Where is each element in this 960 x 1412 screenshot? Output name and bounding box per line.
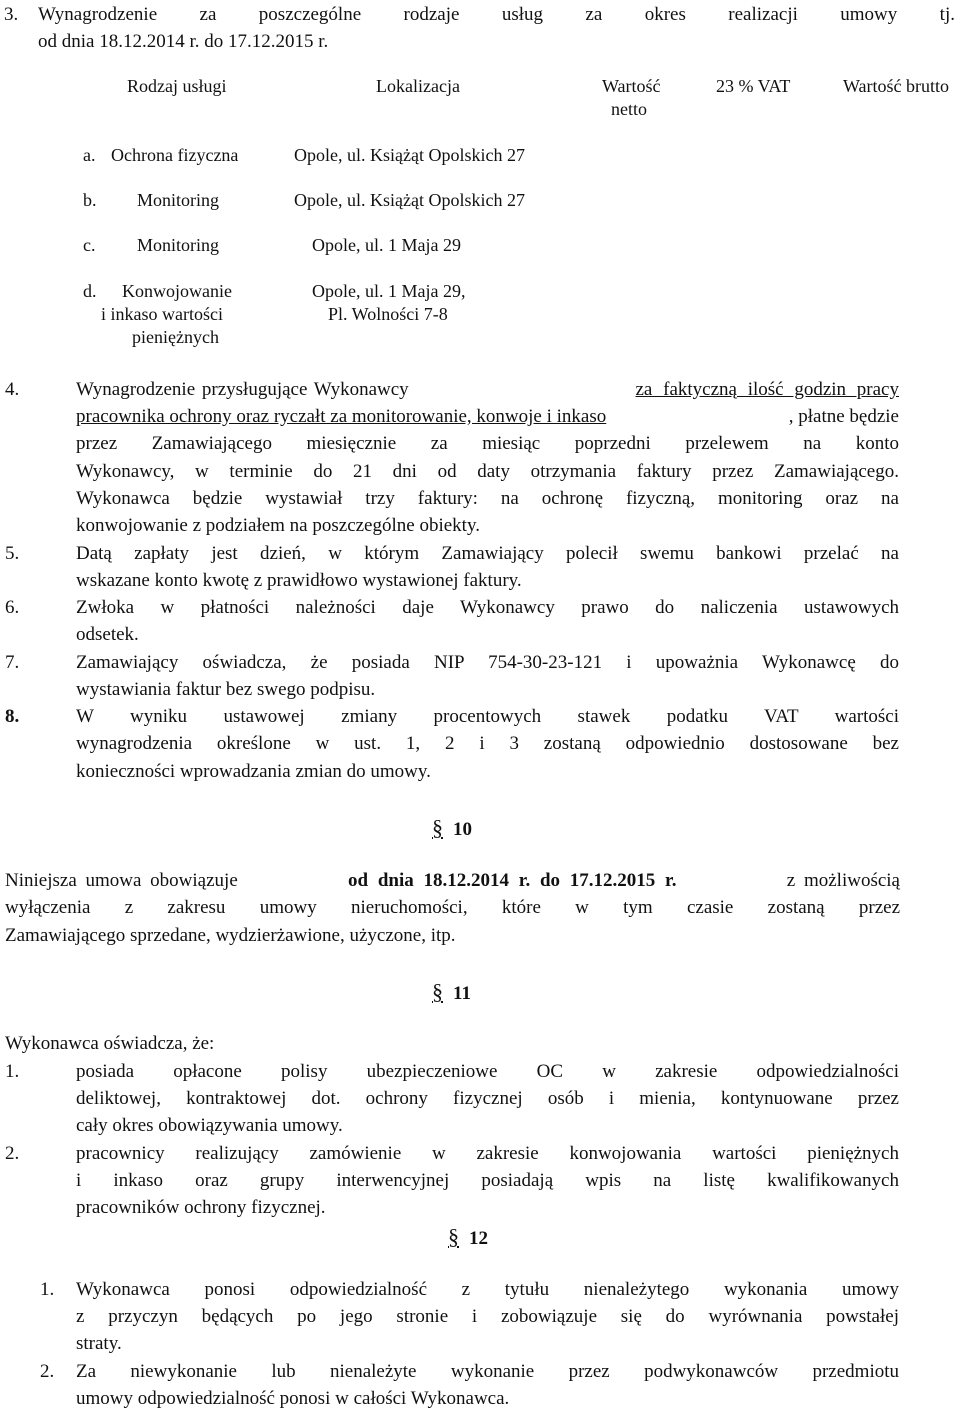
- section-11-item-1-line-3: cały okres obowiązywania umowy.: [76, 1115, 343, 1136]
- section-11-item-1-line-1: posiada opłacone polisy ubezpieczeniowe OC w zakresie odpowiedzialności: [76, 1061, 899, 1082]
- item-5-line-1: Datą zapłaty jest dzień, w którym Zamawiający polecił swemu bankowi przelać na: [76, 543, 899, 564]
- row-location: Opole, ul. Książąt Opolskich 27: [294, 190, 525, 210]
- item-4-underlined-text: za faktyczną ilość godzin pracy: [635, 379, 899, 400]
- section-11-heading: [432, 979, 471, 1005]
- section-number: 11: [453, 983, 471, 1004]
- row-letter: c.: [83, 235, 96, 255]
- section-10-text: Niniejsza umowa obowiązuje: [5, 870, 238, 891]
- col-header-gross-value: Wartość brutto: [843, 76, 950, 96]
- item-8-line-2: wynagrodzenia określone w ust. 1, 2 i 3 zostaną odpowiednio dostosowane bez: [76, 733, 899, 754]
- item-4-line-6: konwojowanie z podziałem na poszczególne obiekty.: [76, 515, 480, 536]
- section-12-item-1-line-2: z przyczyn będących po jego stronie i zobowiązuje się do wyrównania powstałej: [76, 1306, 899, 1327]
- row-service: Monitoring: [137, 190, 220, 210]
- section-11-intro: Wykonawca oświadcza, że:: [5, 1033, 215, 1054]
- item-number: 1.: [40, 1279, 55, 1300]
- section-11-item-1-line-2: deliktowej, kontraktowej dot. ochrony fizycznej osób i mienia, kontynuowane przez: [76, 1088, 899, 1109]
- item-number: 2.: [40, 1361, 55, 1382]
- item-number: 2.: [5, 1143, 20, 1164]
- col-header-net-value-2: netto: [611, 99, 647, 119]
- section-10-line-3: Zamawiającego sprzedane, wydzierżawione, użyczone, itp.: [5, 925, 456, 946]
- item-7-line-2: wystawiania faktur bez swego podpisu.: [76, 679, 376, 700]
- item-number: 7.: [5, 652, 20, 673]
- item-number: 5.: [5, 543, 20, 564]
- row-letter: d.: [83, 281, 97, 301]
- section-number: 10: [453, 819, 472, 840]
- paragraph-sign-icon: §: [432, 815, 443, 840]
- section-10-heading: [432, 815, 472, 841]
- section-12-item-2-line-2: umowy odpowiedzialność ponosi w całości Wykonawca.: [76, 1388, 510, 1409]
- section-11-item-2-line-1: pracownicy realizujący zamówienie w zakresie konwojowania wartości pieniężnych: [76, 1143, 899, 1164]
- heading-line-2: od dnia 18.12.2014 r. do 17.12.2015 r.: [38, 31, 329, 52]
- item-4-line-4: Wykonawcy, w terminie do 21 dni od daty otrzymania faktury przez Zamawiającego.: [76, 461, 899, 482]
- section-11-item-2-line-2: i inkaso oraz grupy interwencyjnej posiadają wpis na listę kwalifikowanych: [76, 1170, 899, 1191]
- col-header-location: Lokalizacja: [376, 76, 460, 96]
- item-number: 6.: [5, 597, 20, 618]
- section-10-line-2: wyłączenia z zakresu umowy nieruchomości, które w tym czasie zostaną przez: [5, 897, 900, 918]
- section-12-item-1-line-3: straty.: [76, 1333, 122, 1354]
- col-header-net-value: Wartość: [602, 76, 661, 96]
- row-letter: a.: [83, 145, 96, 165]
- item-4-text: Wynagrodzenie przysługujące Wykonawcy: [76, 379, 409, 400]
- item-4-underlined-text: pracownika ochrony oraz ryczałt za monitorowanie, konwoje i inkaso: [76, 406, 607, 427]
- section-number: 12: [469, 1228, 488, 1249]
- col-header-service: Rodzaj usługi: [127, 76, 227, 96]
- heading-number: 3.: [4, 4, 19, 25]
- section-10-line-1: [5, 870, 900, 892]
- item-6-line-1: Zwłoka w płatności należności daje Wykonawcy prawo do naliczenia ustawowych: [76, 597, 899, 618]
- item-4-line-1: [76, 379, 899, 401]
- item-number: 1.: [5, 1061, 20, 1082]
- item-6-line-2: odsetek.: [76, 624, 139, 645]
- item-4-line-3: przez Zamawiającego miesięcznie za miesiąc poprzedni przelewem na konto: [76, 433, 899, 454]
- contract-period: od dnia 18.12.2014 r. do 17.12.2015 r.: [348, 870, 677, 891]
- heading-line-1: Wynagrodzenie za poszczególne rodzaje usług za okres realizacji umowy tj.: [38, 4, 955, 25]
- col-header-vat: 23 % VAT: [716, 76, 791, 96]
- item-number: 4.: [5, 379, 20, 400]
- section-10-text: z możliwością: [786, 870, 900, 891]
- paragraph-sign-icon: §: [432, 979, 443, 1004]
- row-location: Opole, ul. 1 Maja 29,: [312, 281, 466, 301]
- section-11-item-2-line-3: pracowników ochrony fizycznej.: [76, 1197, 326, 1218]
- row-location: Opole, ul. Książąt Opolskich 27: [294, 145, 525, 165]
- item-7-line-1: Zamawiający oświadcza, że posiada NIP 754-30-23-121 i upoważnia Wykonawcę do: [76, 652, 899, 673]
- item-8-line-3: konieczności wprowadzania zmian do umowy.: [76, 761, 431, 782]
- item-8-line-1: W wyniku ustawowej zmiany procentowych stawek podatku VAT wartości: [76, 706, 899, 727]
- section-12-item-2-line-1: Za niewykonanie lub nienależyte wykonanie przez podwykonawców przedmiotu: [76, 1361, 899, 1382]
- row-letter: b.: [83, 190, 97, 210]
- item-5-line-2: wskazane konto kwotę z prawidłowo wystawionej faktury.: [76, 570, 522, 591]
- item-4-line-5: Wykonawca będzie wystawiał trzy faktury: na ochronę fizyczną, monitoring oraz na: [76, 488, 899, 509]
- row-service-line-3: pieniężnych: [132, 327, 219, 347]
- item-number: 8.: [5, 706, 20, 727]
- section-12-heading: [448, 1224, 488, 1250]
- row-service: Ochrona fizyczna: [111, 145, 239, 165]
- row-service: Monitoring: [137, 235, 220, 255]
- row-service-line-2: i inkaso wartości: [101, 304, 223, 324]
- item-4-text: , płatne będzie: [788, 406, 899, 427]
- row-service: Konwojowanie: [122, 281, 232, 301]
- item-4-line-2: [76, 406, 899, 428]
- row-location-line-2: Pl. Wolności 7-8: [328, 304, 448, 324]
- row-location: Opole, ul. 1 Maja 29: [312, 235, 461, 255]
- section-12-item-1-line-1: Wykonawca ponosi odpowiedzialność z tytułu nienależytego wykonania umowy: [76, 1279, 899, 1300]
- paragraph-sign-icon: §: [448, 1224, 459, 1249]
